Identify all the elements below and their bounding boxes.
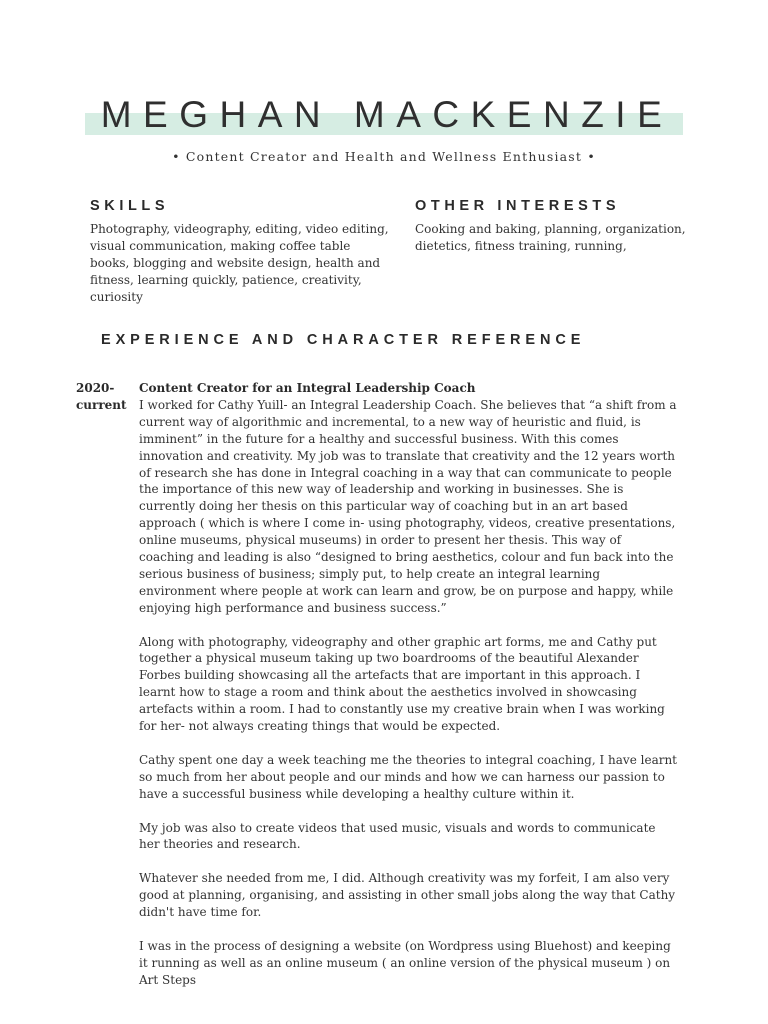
experience-dates <box>76 380 136 414</box>
job-title: Content Creator for an Integral Leadership Coach <box>139 381 476 395</box>
date-end: current <box>76 398 127 412</box>
experience-paragraph: My job was also to create videos that used music, visuals and words to communicate her theories and research. <box>139 820 656 852</box>
candidate-name: MEGHAN MACKENZIE <box>100 94 674 135</box>
experience-entry <box>139 380 679 1005</box>
experience-paragraph: Whatever she needed from me, I did. Although creativity was my forfeit, I am also very good at planning, organising, and assisting in other small jobs along the way that Cathy didn't have time for. <box>139 871 676 920</box>
experience-paragraph: I worked for Cathy Yuill- an Integral Leadership Coach. She believes that “a shift from a current way of algorithmic and incremental, to a new way of heuristic and fluid, is imminent” in the future for a healthy and successful business. With this comes innovation and creativity. My job was to translate that creativity and the 12 years worth of research she has done in Integral coaching in a way that can communicate to people the importance of this new way of leadership and working in businesses. She is currently doing her thesis on this particular way of coaching but in an art based approach ( which is where I come in- using photography, videos, creative presentations, online museums, physical museums) in order to present her thesis. This way of coaching and leading is also “designed to bring aesthetics, colour and fun back into the serious business of business; simply put, to help create an integral learning environment where people at work can learn and grow, be on purpose and happy, while enjoying high performance and business success.” <box>139 397 677 615</box>
skills-heading: SKILLS <box>90 198 170 214</box>
tagline: • Content Creator and Health and Wellness Enthusiast • <box>172 149 596 164</box>
experience-paragraph: Cathy spent one day a week teaching me the theories to integral coaching, I have learnt so much from her about people and our minds and how we can harness our passion to have a successful business while developing a healthy culture within it. <box>139 752 678 801</box>
experience-paragraph: Along with photography, videography and other graphic art forms, me and Cathy put together a physical museum taking up two boardrooms of the beautiful Alexander Forbes building showcasing all the artefacts that are important in this approach. I learnt how to stage a room and think about the aesthetics involved in showcasing artefacts within a room. I had to constantly use my creative brain when I was working for her- not always creating things that would be expected. <box>139 634 665 734</box>
interests-text: Cooking and baking, planning, organization, dietetics, fitness training, running, <box>415 222 686 253</box>
skills-text: Photography, videography, editing, video editing, visual communication, making coffee table books, blogging and website design, health and fitness, learning quickly, patience, creativity, curiosity <box>90 222 389 304</box>
date-start: 2020- <box>76 381 115 395</box>
experience-heading: EXPERIENCE AND CHARACTER REFERENCE <box>101 332 586 348</box>
interests-heading: OTHER INTERESTS <box>415 198 621 214</box>
experience-paragraph: I was in the process of designing a website (on Wordpress using Bluehost) and keeping it running as well as an online museum ( an online version of the physical museum ) on Art Steps <box>139 938 671 987</box>
